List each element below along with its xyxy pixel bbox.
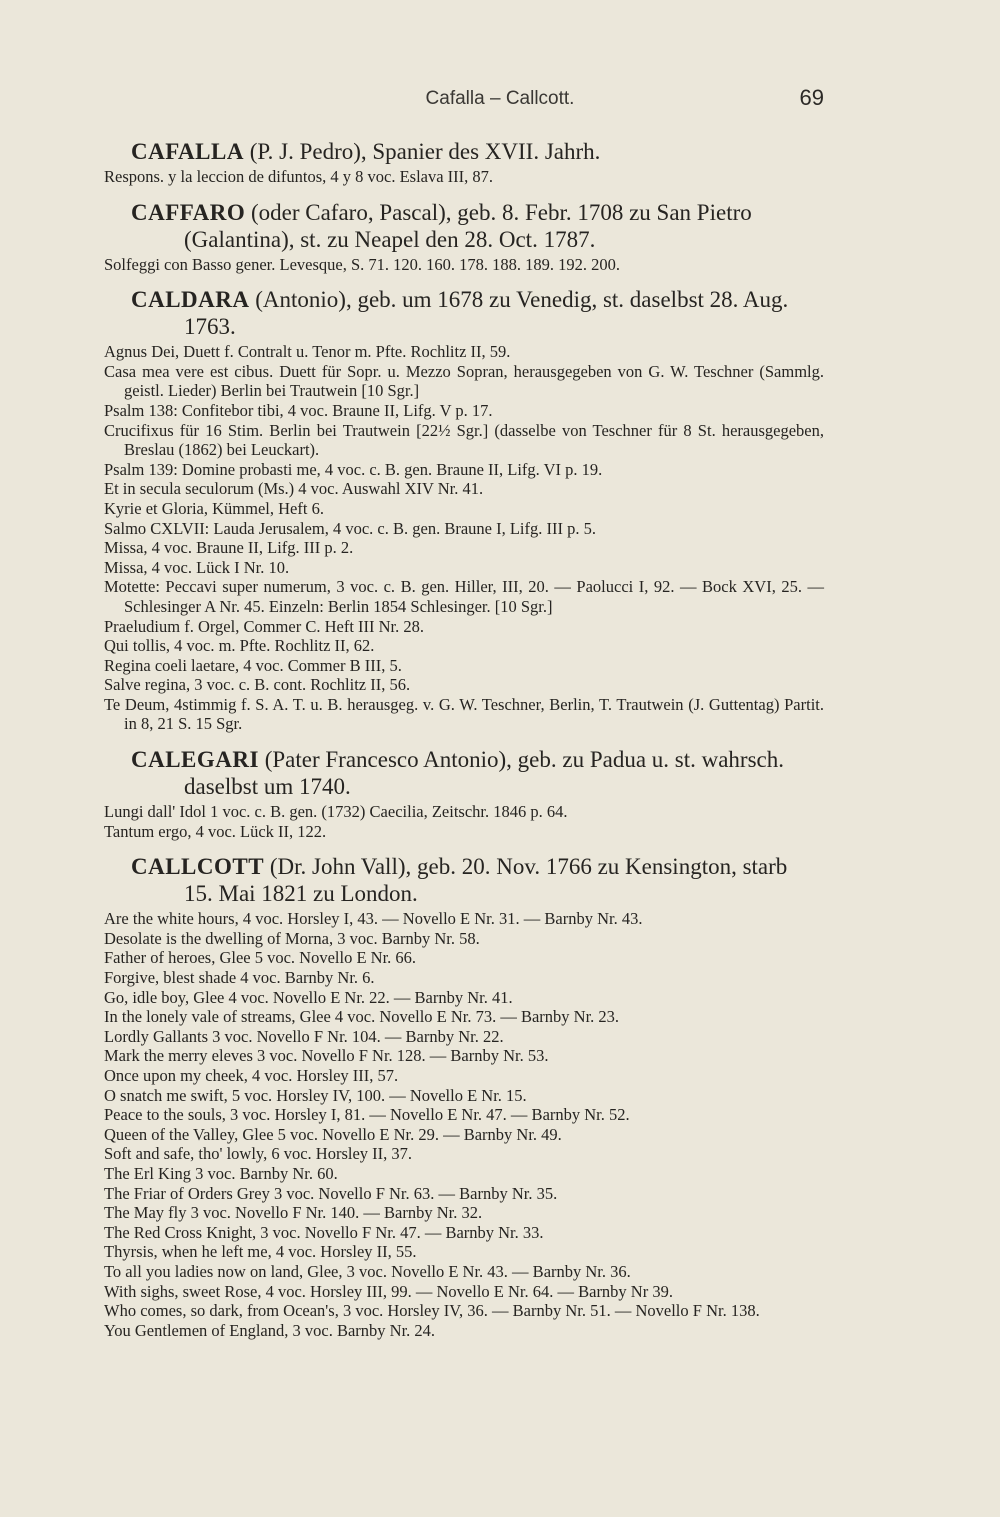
work-item: Queen of the Valley, Glee 5 voc. Novello E Nr. 29. — Barnby Nr. 49. bbox=[104, 1124, 562, 1144]
composer-name: CALEGARI bbox=[131, 747, 259, 773]
work-item: Who comes, so dark, from Ocean's, 3 voc. Horsley IV, 36. — Barnby Nr. 51. — Novello F Nr. 138. bbox=[104, 1301, 760, 1321]
work-item: Once upon my cheek, 4 voc. Horsley III, 57. bbox=[104, 1066, 399, 1085]
composer-name: CAFALLA bbox=[131, 139, 244, 164]
works-list bbox=[104, 802, 824, 841]
entry-heading bbox=[104, 286, 824, 340]
work-item: Soft and safe, tho' lowly, 6 voc. Horsley II, 37. bbox=[104, 1144, 413, 1164]
heading-continuation: 15. Mai 1821 zu London. bbox=[184, 881, 418, 907]
work-item: Tantum ergo, 4 voc. Lück II, 122. bbox=[104, 821, 327, 841]
work-item: The Friar of Orders Grey 3 voc. Novello F Nr. 63. — Barnby Nr. 35. bbox=[104, 1183, 558, 1203]
heading-text: (Antonio), geb. um 1678 zu Venedig, st. daselbst 28. Aug. bbox=[255, 287, 789, 313]
works-list bbox=[104, 342, 824, 734]
page-number: 69 bbox=[799, 85, 824, 110]
work-item: Et in secula seculorum (Ms.) 4 voc. Auswahl XIV Nr. 41. bbox=[104, 479, 484, 499]
works-list bbox=[104, 255, 824, 275]
work-item: Missa, 4 voc. Lück I Nr. 10. bbox=[104, 557, 290, 577]
work-item: Desolate is the dwelling of Morna, 3 voc. Barnby Nr. 58. bbox=[104, 928, 480, 948]
work-item: Salmo CXLVII: Lauda Jerusalem, 4 voc. c. B. gen. Braune I, Lifg. III p. 5. bbox=[104, 518, 596, 538]
work-item: Agnus Dei, Duett f. Contralt u. Tenor m. Pfte. Rochlitz II, 59. bbox=[104, 342, 511, 362]
work-item: You Gentlemen of England, 3 voc. Barnby Nr. 24. bbox=[104, 1320, 436, 1340]
work-item: Lungi dall' Idol 1 voc. c. B. gen. (1732) Caecilia, Zeitschr. 1846 p. 64. bbox=[104, 802, 568, 822]
work-item: Motette: Peccavi super numerum, 3 voc. c. B. gen. Hiller, III, 20. — Paolucci I, 92. — Bock XVI, 25. — Schlesinger A Nr. 45. Einzeln: Berlin 1854 Schlesinger. [10 Sgr.] bbox=[104, 577, 824, 616]
heading-text: (oder Cafaro, Pascal), geb. 8. Febr. 1708 zu San Pietro bbox=[250, 199, 752, 225]
work-item: Are the white hours, 4 voc. Horsley I, 43. — Novello E Nr. 31. — Barnby Nr. 43. bbox=[104, 909, 643, 929]
composer-entry-callcott bbox=[104, 853, 824, 1340]
work-item: Casa mea vere est cibus. Duett für Sopr. u. Mezzo Sopran, herausgegeben von G. W. Teschner (Sammlg. geistl. Lieder) Berlin bei Trautwein [10 Sgr.] bbox=[104, 361, 824, 401]
work-item: Solfeggi con Basso gener. Levesque, S. 71. 120. 160. 178. 188. 189. 192. 200. bbox=[104, 254, 621, 274]
composer-entry-caldara bbox=[104, 286, 824, 734]
work-item: Kyrie et Gloria, Kümmel, Heft 6. bbox=[104, 498, 324, 518]
composer-entry-caffaro bbox=[104, 199, 824, 275]
work-item: Te Deum, 4stimmig f. S. A. T. u. B. herausgeg. v. G. W. Teschner, Berlin, T. Trautwein (J. Guttentag) Partit. in 8, 21 S. 15 Sgr. bbox=[104, 694, 824, 734]
composer-name: CALDARA bbox=[131, 287, 250, 313]
heading-text: (Pater Francesco Antonio), geb. zu Padua u. st. wahrsch. bbox=[264, 747, 785, 773]
work-item: Psalm 138: Confitebor tibi, 4 voc. Braune II, Lifg. V p. 17. bbox=[104, 400, 493, 420]
works-list bbox=[104, 167, 824, 187]
composer-entry-calegari bbox=[104, 746, 824, 841]
work-item: Qui tollis, 4 voc. m. Pfte. Rochlitz II, 62. bbox=[104, 636, 375, 656]
page-header bbox=[0, 85, 1000, 118]
work-item: Regina coeli laetare, 4 voc. Commer B III, 5. bbox=[104, 655, 402, 675]
work-item: Crucifixus für 16 Stim. Berlin bei Trautwein [22½ Sgr.] (dasselbe von Teschner für 8 St. herausgegeben, Breslau (1862) bei Leuckart). bbox=[104, 420, 824, 460]
work-item: The May fly 3 voc. Novello F Nr. 140. — Barnby Nr. 32. bbox=[104, 1203, 483, 1223]
entry-heading bbox=[104, 199, 824, 253]
heading-continuation: (Galantina), st. zu Neapel den 28. Oct. 1787. bbox=[184, 226, 596, 252]
work-item: The Erl King 3 voc. Barnby Nr. 60. bbox=[104, 1163, 338, 1183]
entry-heading bbox=[104, 138, 824, 165]
work-item: Respons. y la leccion de difuntos, 4 y 8 voc. Eslava III, 87. bbox=[104, 167, 494, 186]
work-item: Mark the merry eleves 3 voc. Novello F Nr. 128. — Barnby Nr. 53. bbox=[104, 1046, 549, 1066]
heading-text: (P. J. Pedro), Spanier des XVII. Jahrh. bbox=[249, 139, 601, 164]
composer-name: CALLCOTT bbox=[131, 854, 265, 880]
work-item: To all you ladies now on land, Glee, 3 voc. Novello E Nr. 43. — Barnby Nr. 36. bbox=[104, 1261, 631, 1281]
work-item: Praeludium f. Orgel, Commer C. Heft III Nr. 28. bbox=[104, 616, 425, 636]
heading-continuation: 1763. bbox=[184, 314, 236, 340]
work-item: Missa, 4 voc. Braune II, Lifg. III p. 2. bbox=[104, 538, 354, 558]
work-item: In the lonely vale of streams, Glee 4 voc. Novello E Nr. 73. — Barnby Nr. 23. bbox=[104, 1007, 620, 1027]
page-content bbox=[104, 136, 824, 1340]
composer-name: CAFFARO bbox=[131, 199, 246, 225]
work-item: With sighs, sweet Rose, 4 voc. Horsley III, 99. — Novello E Nr. 64. — Barnby Nr 39. bbox=[104, 1281, 673, 1301]
work-item: Forgive, blest shade 4 voc. Barnby Nr. 6. bbox=[104, 968, 375, 988]
entry-heading bbox=[104, 853, 824, 907]
heading-continuation: daselbst um 1740. bbox=[184, 774, 351, 800]
work-item: Lordly Gallants 3 voc. Novello F Nr. 104. — Barnby Nr. 22. bbox=[104, 1026, 504, 1046]
work-item: Thyrsis, when he left me, 4 voc. Horsley II, 55. bbox=[104, 1242, 417, 1262]
work-item: The Red Cross Knight, 3 voc. Novello F Nr. 47. — Barnby Nr. 33. bbox=[104, 1222, 544, 1242]
work-item: Peace to the souls, 3 voc. Horsley I, 81. — Novello E Nr. 47. — Barnby Nr. 52. bbox=[104, 1105, 630, 1125]
work-item: Psalm 139: Domine probasti me, 4 voc. c. B. gen. Braune II, Lifg. VI p. 19. bbox=[104, 459, 603, 479]
composer-entry-cafalla bbox=[104, 138, 824, 187]
running-title: Cafalla – Callcott. bbox=[425, 88, 575, 109]
work-item: O snatch me swift, 5 voc. Horsley IV, 100. — Novello E Nr. 15. bbox=[104, 1085, 527, 1105]
works-list bbox=[104, 909, 824, 1340]
work-item: Salve regina, 3 voc. c. B. cont. Rochlitz II, 56. bbox=[104, 675, 411, 695]
work-item: Father of heroes, Glee 5 voc. Novello E Nr. 66. bbox=[104, 948, 417, 968]
heading-text: (Dr. John Vall), geb. 20. Nov. 1766 zu Kensington, starb bbox=[269, 854, 788, 880]
work-item: Go, idle boy, Glee 4 voc. Novello E Nr. 22. — Barnby Nr. 41. bbox=[104, 987, 513, 1007]
entry-heading bbox=[104, 746, 824, 800]
